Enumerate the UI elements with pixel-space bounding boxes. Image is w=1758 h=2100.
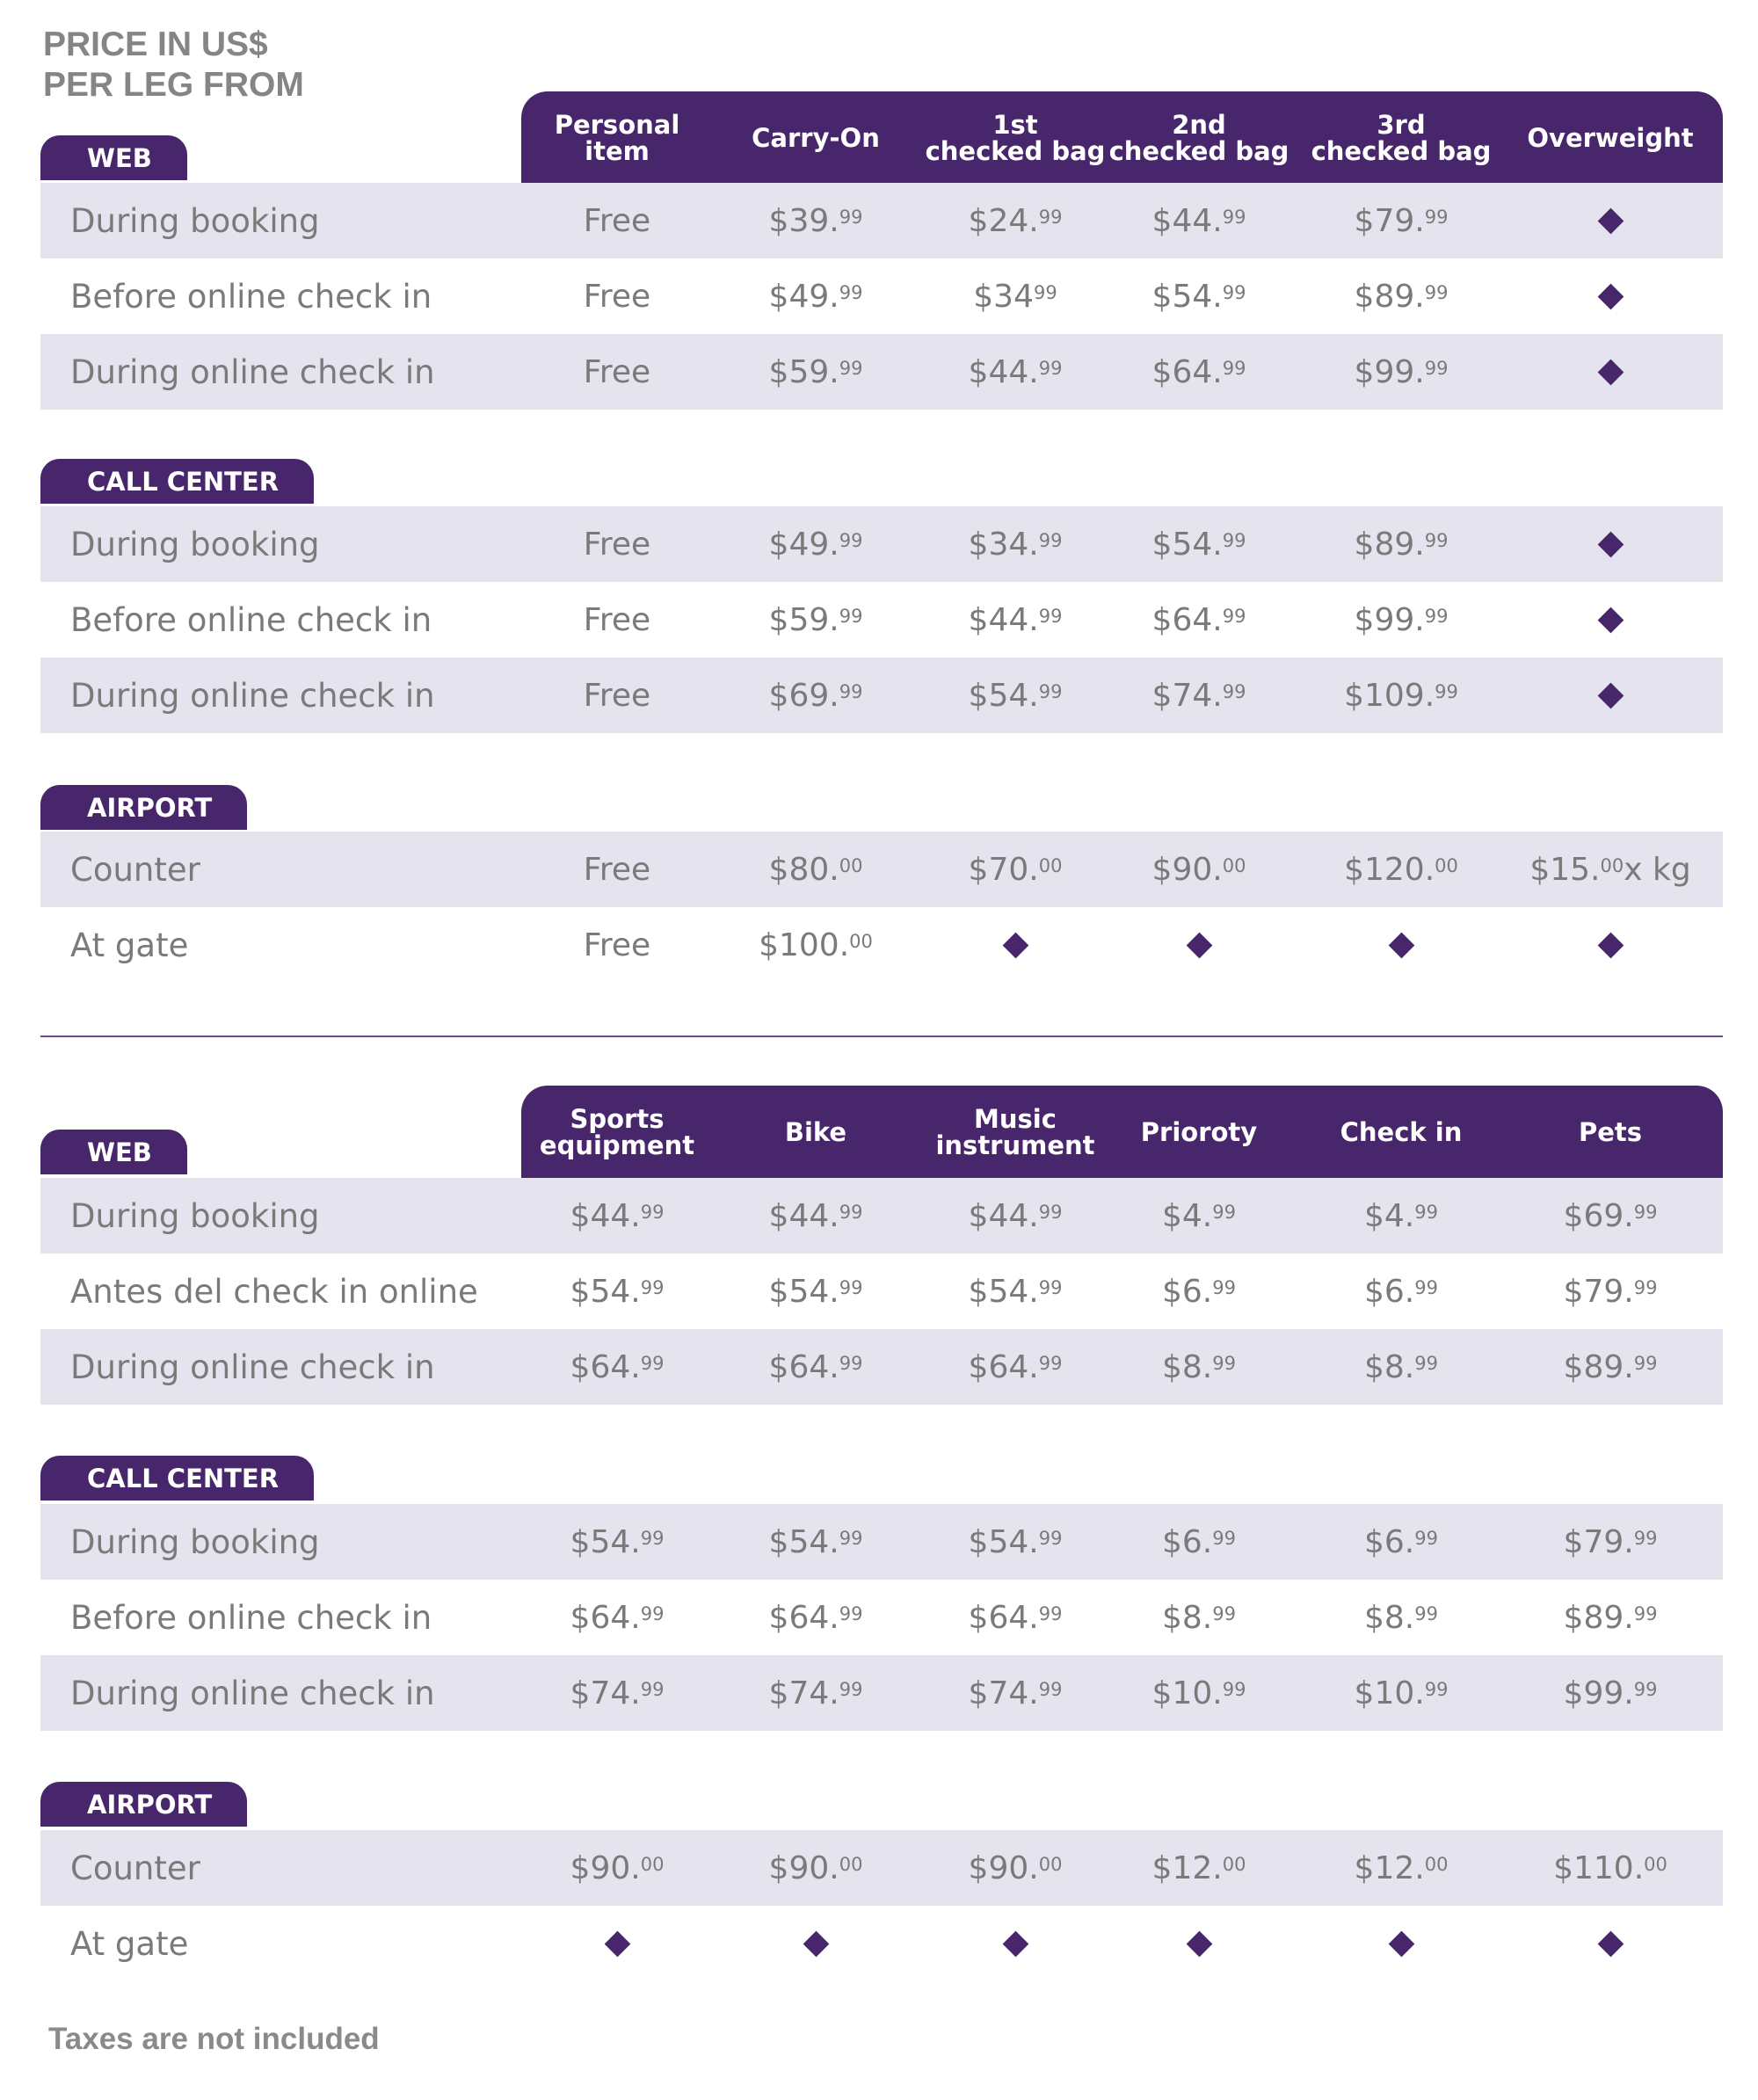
table-row <box>40 582 1723 658</box>
page-title <box>43 25 304 105</box>
table-row <box>40 1178 1723 1253</box>
price-cell: $64. $^{99}$ <box>570 1599 665 1636</box>
price-cell: $64. $^{99}$ <box>968 1348 1063 1385</box>
price-cents: 99 <box>1038 606 1063 627</box>
price-cents: 99 <box>1038 1202 1063 1223</box>
row-label: During booking <box>70 1522 320 1561</box>
price-cell: $54. $^{99}$ <box>768 1523 863 1560</box>
price-cents: 99 <box>1633 1202 1658 1223</box>
price-cents: 00 <box>1644 1854 1667 1875</box>
price-cell: $59. $^{99}$ <box>768 353 863 390</box>
price-cell: $49. $^{99}$ <box>768 526 863 563</box>
section-tab: CALL CENTER <box>40 459 314 504</box>
price-cents: 99 <box>839 282 863 303</box>
diamond-icon <box>604 1930 630 1957</box>
diamond-icon <box>1597 932 1624 958</box>
diamond-icon <box>1597 531 1624 557</box>
price-cents: 99 <box>640 1353 665 1374</box>
price-cell: $44. $^{99}$ <box>968 1197 1063 1234</box>
price-cents: 99 <box>1222 606 1246 627</box>
table-header <box>521 91 1723 184</box>
price-cents: 99 <box>1424 1679 1449 1700</box>
price-cell: Free <box>583 601 651 638</box>
price-cents: 99 <box>1222 358 1246 379</box>
row-label: Counter <box>70 1849 200 1887</box>
price-cell: $89. $^{99}$ <box>1563 1348 1658 1385</box>
price-cell: $54. $^{99}$ <box>1151 526 1246 563</box>
price-cell: $24. $^{99}$ <box>968 202 1063 239</box>
price-cell: $49. $^{99}$ <box>768 278 863 315</box>
table-row <box>40 334 1723 410</box>
price-cell: $34. $^{99}$ <box>968 526 1063 563</box>
price-cents: 00 <box>1222 1854 1246 1875</box>
title-line: PRICE IN US$ <box>43 25 268 63</box>
table-cell <box>1514 658 1707 733</box>
column-header: Music instrument <box>935 1103 1095 1160</box>
price-cents: 99 <box>1038 358 1063 379</box>
price-cents: 00 <box>1038 855 1063 876</box>
price-cell: $59. $^{99}$ <box>768 601 863 638</box>
table-cell <box>520 1906 714 1981</box>
column-header: Sports equipment <box>539 1103 695 1160</box>
price-cents: 00 <box>640 1854 665 1875</box>
price-cell: $10. $^{99}$ <box>1354 1675 1449 1711</box>
price-cell: $6. $^{99}$ <box>1364 1523 1438 1560</box>
price-cents: 99 <box>839 358 863 379</box>
price-cell: $64. $^{99}$ <box>1151 353 1246 390</box>
price-cell: $54. $^{99}$ <box>768 1273 863 1310</box>
row-label: During booking <box>70 1196 320 1235</box>
price-cell: $90. $^{00}$ <box>768 1849 863 1886</box>
price-cents: 00 <box>839 855 863 876</box>
price-cents: 99 <box>1414 1528 1438 1549</box>
diamond-icon <box>1597 207 1624 234</box>
price-cents: 99 <box>839 530 863 551</box>
section-tab: WEB <box>40 135 187 180</box>
price-cents: 99 <box>1424 358 1449 379</box>
price-cents: 99 <box>640 1679 665 1700</box>
price-cell: $8. $^{99}$ <box>1162 1348 1236 1385</box>
price-cell: $109. $^{99}$ <box>1344 677 1458 714</box>
price-cents: 99 <box>839 606 863 627</box>
diamond-icon <box>1597 1930 1624 1957</box>
diamond-icon <box>1597 607 1624 633</box>
table-row <box>40 658 1723 733</box>
diamond-icon <box>1002 932 1028 958</box>
row-label: During online check in <box>70 1348 435 1386</box>
price-cents: 99 <box>1212 1528 1236 1549</box>
price-cell: Free <box>583 278 651 315</box>
row-label: Before online check in <box>70 277 432 316</box>
table-cell <box>1514 258 1707 334</box>
price-cents: 99 <box>839 207 863 228</box>
price-cell: $69. $^{99}$ <box>768 677 863 714</box>
price-cell: $120. $^{00}$ <box>1344 851 1458 888</box>
table-cell <box>1514 506 1707 582</box>
price-cents: 99 <box>640 1528 665 1549</box>
table-cell <box>1102 1906 1296 1981</box>
price-cell: $64. $^{99}$ <box>768 1599 863 1636</box>
column-header: Overweight <box>1527 122 1694 153</box>
price-cell: $79. $^{99}$ <box>1563 1273 1658 1310</box>
price-cents: 99 <box>839 1603 863 1624</box>
price-cell: $74. $^{99}$ <box>968 1675 1063 1711</box>
price-cents: 99 <box>1222 207 1246 228</box>
price-cents: 99 <box>640 1277 665 1298</box>
price-cell: $34 $^{99}$ <box>973 278 1057 315</box>
price-cell: $44. $^{99}$ <box>968 601 1063 638</box>
price-cell: $54. $^{99}$ <box>968 1273 1063 1310</box>
price-cell: $64. $^{99}$ <box>968 1599 1063 1636</box>
column-header: Pets <box>1578 1116 1643 1147</box>
table-row <box>40 1906 1723 1981</box>
price-cell: $8. $^{99}$ <box>1162 1599 1236 1636</box>
price-cents: 99 <box>839 681 863 702</box>
price-cell: $90. $^{00}$ <box>968 1849 1063 1886</box>
diamond-icon <box>1597 359 1624 385</box>
price-cell: $99. $^{99}$ <box>1563 1675 1658 1711</box>
table-cell <box>1514 907 1707 983</box>
price-cents: 00 <box>849 931 873 952</box>
diamond-icon <box>1186 932 1212 958</box>
row-label: During booking <box>70 201 320 240</box>
table-row <box>40 1253 1723 1329</box>
section-tab: CALL CENTER <box>40 1456 314 1501</box>
price-cell: $54. $^{99}$ <box>968 677 1063 714</box>
price-cell: $99. $^{99}$ <box>1354 601 1449 638</box>
section-tab: WEB <box>40 1130 187 1174</box>
price-cents: 99 <box>1212 1202 1236 1223</box>
price-cell: $110. $^{00}$ <box>1553 1849 1667 1886</box>
price-cents: 99 <box>1038 1603 1063 1624</box>
section-tab: AIRPORT <box>40 1782 247 1827</box>
price-cell: $100. $^{00}$ <box>759 926 873 963</box>
price-cents: 99 <box>839 1202 863 1223</box>
row-label: Antes del check in online <box>70 1272 478 1311</box>
row-label: During online check in <box>70 676 435 715</box>
price-cents: 99 <box>1038 1528 1063 1549</box>
price-cents: 99 <box>839 1277 863 1298</box>
price-cents: 99 <box>1222 282 1246 303</box>
diamond-icon <box>1186 1930 1212 1957</box>
price-cents: 99 <box>1038 1353 1063 1374</box>
column-header: 1st checked bag <box>925 109 1106 166</box>
table-row <box>40 258 1723 334</box>
price-cents: 99 <box>1633 1277 1658 1298</box>
diamond-icon <box>1388 1930 1414 1957</box>
table-row <box>40 907 1723 983</box>
price-cell: $99. $^{99}$ <box>1354 353 1449 390</box>
table-cell <box>1514 582 1707 658</box>
table-cell <box>919 907 1112 983</box>
price-cell: $79. $^{99}$ <box>1354 202 1449 239</box>
price-cell: Free <box>583 851 651 888</box>
diamond-icon <box>1597 682 1624 708</box>
diamond-icon <box>803 1930 829 1957</box>
price-cell: $90. $^{00}$ <box>570 1849 665 1886</box>
price-cents: 00 <box>1600 855 1624 876</box>
price-cell: $54. $^{99}$ <box>570 1523 665 1560</box>
price-cell: $89. $^{99}$ <box>1354 526 1449 563</box>
table-cell <box>1102 907 1296 983</box>
row-label: Before online check in <box>70 1598 432 1637</box>
price-cents: 99 <box>1038 681 1063 702</box>
price-cell: $79. $^{99}$ <box>1563 1523 1658 1560</box>
price-cell: $39. $^{99}$ <box>768 202 863 239</box>
price-cents: 99 <box>1038 530 1063 551</box>
price-cents: 99 <box>1212 1277 1236 1298</box>
price-cents: 99 <box>1038 207 1063 228</box>
table-cell <box>1514 183 1707 258</box>
price-cell: $64. $^{99}$ <box>1151 601 1246 638</box>
price-cell: Free <box>583 202 651 239</box>
table-row <box>40 1655 1723 1731</box>
column-header: Carry-On <box>752 122 880 153</box>
price-cell: $54. $^{99}$ <box>1151 278 1246 315</box>
price-cents: 99 <box>1435 681 1458 702</box>
row-label: During online check in <box>70 1674 435 1712</box>
table-row <box>40 1329 1723 1405</box>
price-cents: 99 <box>1414 1603 1438 1624</box>
table-row <box>40 832 1723 907</box>
price-cents: 99 <box>1212 1353 1236 1374</box>
price-cell: $54. $^{99}$ <box>968 1523 1063 1560</box>
price-cents: 99 <box>1414 1202 1438 1223</box>
price-cell: $8. $^{99}$ <box>1364 1599 1438 1636</box>
diamond-icon <box>1002 1930 1028 1957</box>
row-label: At gate <box>70 926 189 964</box>
column-header: Check in <box>1340 1116 1463 1147</box>
price-cents: 99 <box>1222 681 1246 702</box>
price-cell: $44. $^{99}$ <box>1151 202 1246 239</box>
price-cell: $64. $^{99}$ <box>570 1348 665 1385</box>
price-cell: $44. $^{99}$ <box>570 1197 665 1234</box>
section-tab: AIRPORT <box>40 785 247 830</box>
table-row <box>40 183 1723 258</box>
price-cents: 99 <box>1222 1679 1246 1700</box>
table-cell <box>1514 334 1707 410</box>
price-cents: 00 <box>1038 1854 1063 1875</box>
price-cell: $44. $^{99}$ <box>768 1197 863 1234</box>
price-cents: 99 <box>839 1528 863 1549</box>
table-header <box>521 1086 1723 1178</box>
price-cents: 99 <box>1633 1603 1658 1624</box>
price-cents: 99 <box>1414 1353 1438 1374</box>
price-cell: $6. $^{99}$ <box>1162 1273 1236 1310</box>
price-cents: 99 <box>1424 606 1449 627</box>
price-cell: $4. $^{99}$ <box>1364 1197 1438 1234</box>
price-cell: $54. $^{99}$ <box>570 1273 665 1310</box>
price-cents: 00 <box>1222 855 1246 876</box>
price-cents: 99 <box>839 1353 863 1374</box>
price-cents: 99 <box>1038 1277 1063 1298</box>
price-cell: $89. $^{99}$ <box>1354 278 1449 315</box>
price-cell: Free <box>583 526 651 563</box>
price-cell: $74. $^{99}$ <box>570 1675 665 1711</box>
price-cents: 99 <box>1424 530 1449 551</box>
price-cell: $4. $^{99}$ <box>1162 1197 1236 1234</box>
row-label: During online check in <box>70 352 435 391</box>
price-cell: $6. $^{99}$ <box>1162 1523 1236 1560</box>
price-cell: $89. $^{99}$ <box>1563 1599 1658 1636</box>
column-header: Prioroty <box>1140 1116 1258 1147</box>
price-cents: 99 <box>1212 1603 1236 1624</box>
price-cell: Free <box>583 926 651 963</box>
price-cents: 99 <box>1414 1277 1438 1298</box>
price-cell: $6. $^{99}$ <box>1364 1273 1438 1310</box>
row-label: Counter <box>70 850 200 889</box>
price-cell: $70. $^{00}$ <box>968 851 1063 888</box>
price-cents: 99 <box>1424 207 1449 228</box>
price-cents: 00 <box>839 1854 863 1875</box>
price-cents: 99 <box>1424 282 1449 303</box>
table-divider <box>40 1035 1723 1037</box>
price-cell: $10. $^{99}$ <box>1151 1675 1246 1711</box>
price-cents: 99 <box>839 1679 863 1700</box>
table-row <box>40 1830 1723 1906</box>
price-cell: $12. $^{00}$ <box>1151 1849 1246 1886</box>
price-cell: $64. $^{99}$ <box>768 1348 863 1385</box>
table-cell <box>1514 1906 1707 1981</box>
diamond-icon <box>1388 932 1414 958</box>
price-cell: $74. $^{99}$ <box>768 1675 863 1711</box>
price-cell: $69. $^{99}$ <box>1563 1197 1658 1234</box>
table-row <box>40 1580 1723 1655</box>
table-row <box>40 506 1723 582</box>
column-header: 3rd checked bag <box>1311 109 1492 166</box>
column-header: Personal item <box>554 109 680 166</box>
price-cell: $74. $^{99}$ <box>1151 677 1246 714</box>
price-cents: 99 <box>1222 530 1246 551</box>
price-cents: 99 <box>1633 1528 1658 1549</box>
column-header: Bike <box>784 1116 847 1147</box>
price-cell: $80. $^{00}$ <box>768 851 863 888</box>
price-cell: $90. $^{00}$ <box>1151 851 1246 888</box>
price-cell: $8. $^{99}$ <box>1364 1348 1438 1385</box>
row-label: At gate <box>70 1924 189 1963</box>
price-cents: 99 <box>1038 1679 1063 1700</box>
row-label: During booking <box>70 525 320 563</box>
price-cents: 99 <box>1033 282 1057 303</box>
price-cents: 99 <box>640 1603 665 1624</box>
price-cell: $44. $^{99}$ <box>968 353 1063 390</box>
table-cell <box>919 1906 1112 1981</box>
price-cell: Free <box>583 677 651 714</box>
price-cell: $15. $^{00}$ x kg <box>1529 851 1691 888</box>
price-cents: 00 <box>1435 855 1458 876</box>
diamond-icon <box>1597 283 1624 309</box>
price-cents: 00 <box>1424 1854 1449 1875</box>
column-header: 2nd checked bag <box>1108 109 1289 166</box>
price-cents: 99 <box>640 1202 665 1223</box>
title-line: PER LEG FROM <box>43 66 304 104</box>
row-label: Before online check in <box>70 600 432 639</box>
table-cell <box>1304 1906 1498 1981</box>
price-cents: 99 <box>1633 1679 1658 1700</box>
table-row <box>40 1504 1723 1580</box>
table-cell <box>1304 907 1498 983</box>
price-cell: Free <box>583 353 651 390</box>
price-cents: 99 <box>1633 1353 1658 1374</box>
footnote: Taxes are not included <box>48 2022 380 2056</box>
table-cell <box>719 1906 912 1981</box>
price-cell: $12. $^{00}$ <box>1354 1849 1449 1886</box>
